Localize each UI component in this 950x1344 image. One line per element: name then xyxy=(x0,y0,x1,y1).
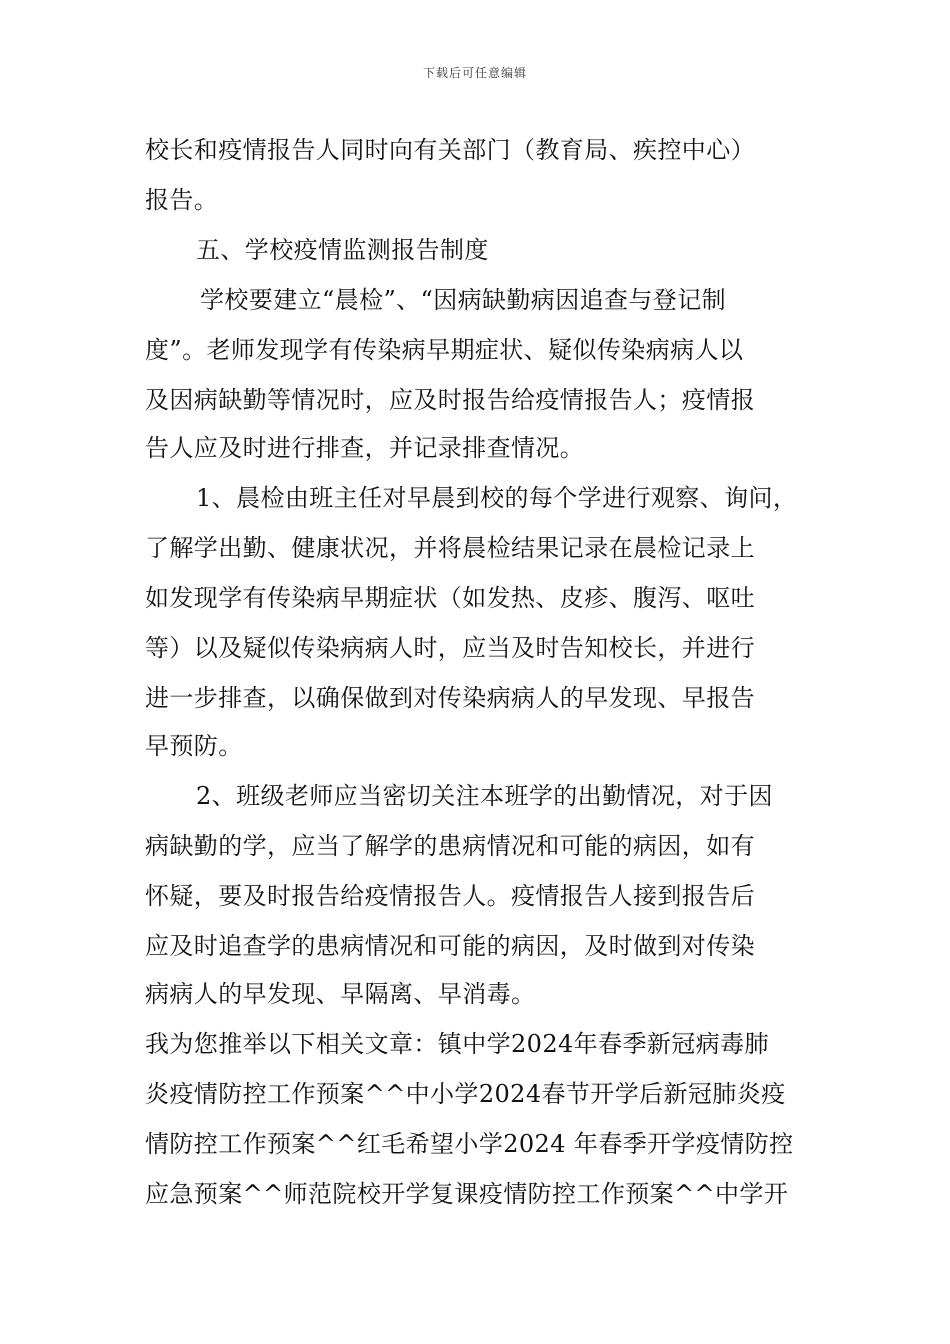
paragraph-line: 病病人的早发现、早隔离、早消毒。 xyxy=(145,980,536,1008)
paragraph-line: 及因病缺勤等情况时，应及时报告给疫情报告人；疫情报 xyxy=(145,386,755,414)
paragraph-line: 病缺勤的学，应当了解学的患病情况和可能的病因，如有 xyxy=(145,832,755,860)
section-heading: 五、学校疫情监测报告制度 xyxy=(196,236,489,264)
paragraph-line: 告人应及时进行排查，并记录排查情况。 xyxy=(145,434,585,462)
paragraph-line: 报告。 xyxy=(145,186,219,214)
related-articles-line: 炎疫情防控工作预案^^中小学2024春节开学后新冠肺炎疫 xyxy=(145,1080,786,1108)
paragraph-line: 校长和疫情报告人同时向有关部门（教育局、疾控中心） xyxy=(145,136,755,164)
paragraph-line: 学校要建立“晨检”、“因病缺勤病因追查与登记制 xyxy=(200,286,727,314)
paragraph-line: 等）以及疑似传染病病人时，应当及时告知校长，并进行 xyxy=(145,634,755,662)
paragraph-line: 早预防。 xyxy=(145,732,243,760)
paragraph-line: 1、晨检由班主任对早晨到校的每个学进行观察、询问， xyxy=(196,484,798,512)
paragraph-line: 度”。老师发现学有传染病早期症状、疑似传染病病人以 xyxy=(145,336,744,364)
paragraph-line: 进一步排查，以确保做到对传染病病人的早发现、早报告 xyxy=(145,684,755,712)
paragraph-line: 了解学出勤、健康状况，并将晨检结果记录在晨检记录上 xyxy=(145,534,755,562)
paragraph-line: 怀疑，要及时报告给疫情报告人。疫情报告人接到报告后 xyxy=(145,882,755,910)
header-note: 下载后可任意编辑 xyxy=(422,66,527,80)
related-articles-line: 情防控工作预案^^红毛希望小学2024 年春季开学疫情防控 xyxy=(145,1130,794,1158)
paragraph-line: 如发现学有传染病早期症状（如发热、皮疹、腹泻、呕吐 xyxy=(145,584,755,612)
related-articles-line: 我为您推举以下相关文章：镇中学2024年春季新冠病毒肺 xyxy=(145,1030,769,1058)
related-articles-line: 应急预案^^师范院校开学复课疫情防控工作预案^^中学开 xyxy=(145,1180,789,1208)
paragraph-line: 应及时追查学的患病情况和可能的病因，及时做到对传染 xyxy=(145,932,755,960)
paragraph-line: 2、班级老师应当密切关注本班学的出勤情况，对于因 xyxy=(196,782,773,810)
